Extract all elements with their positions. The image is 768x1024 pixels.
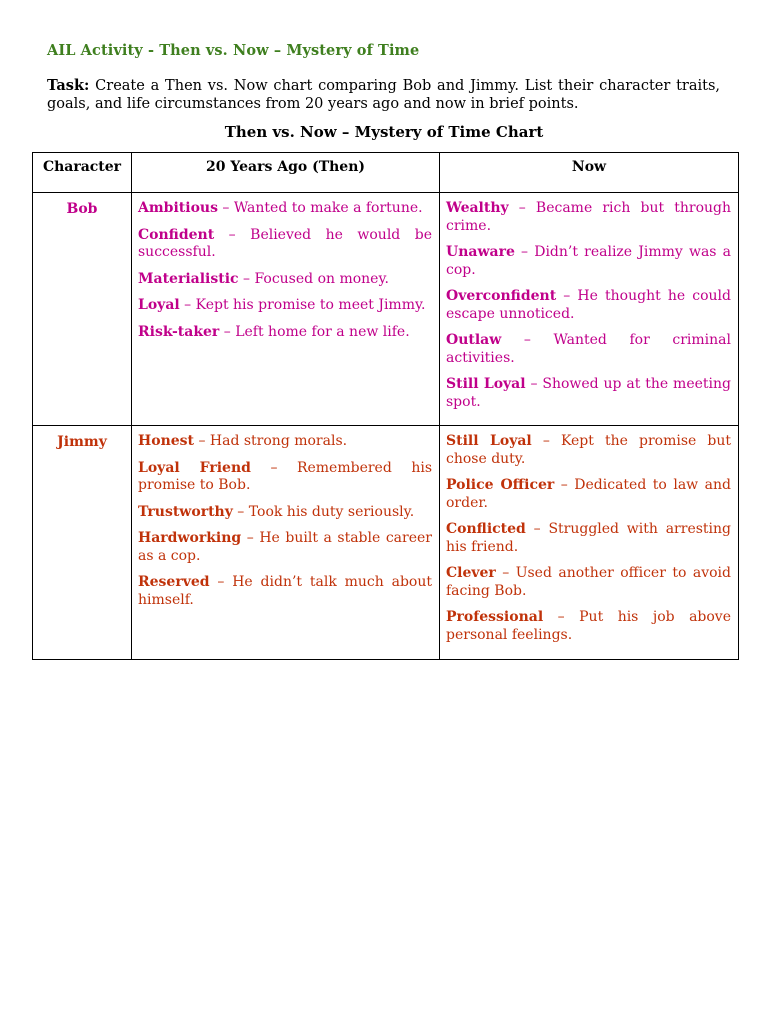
trait-desc: – Kept his promise to meet Jimmy. bbox=[179, 297, 426, 313]
trait-entry bbox=[446, 609, 731, 644]
trait-name: Confident bbox=[138, 226, 215, 243]
trait-name: Loyal Friend bbox=[138, 459, 251, 476]
trait-entry bbox=[446, 288, 731, 323]
trait-entry bbox=[138, 324, 432, 342]
character-name: Bob bbox=[33, 193, 132, 426]
character-name: Jimmy bbox=[33, 426, 132, 660]
trait-desc: – Took his duty seriously. bbox=[232, 503, 415, 520]
trait-desc: – He thought he could escape unnoticed. bbox=[446, 288, 731, 322]
trait-entry bbox=[138, 227, 432, 262]
table-header-row bbox=[33, 153, 739, 193]
trait-desc: – Remembered his promise to Bob. bbox=[138, 459, 432, 493]
trait-entry bbox=[446, 244, 731, 279]
trait-name: Police Officer bbox=[446, 477, 555, 493]
trait-name: Loyal bbox=[138, 297, 180, 313]
trait-desc: – Had strong morals. bbox=[194, 433, 348, 449]
trait-desc: – He didn’t talk much about himself. bbox=[138, 574, 432, 608]
trait-entry bbox=[138, 460, 432, 495]
trait-desc: – Became rich but through crime. bbox=[446, 200, 731, 234]
trait-name: Risk-taker bbox=[138, 323, 220, 340]
task-text: Create a Then vs. Now chart comparing Bob and Jimmy. List their character traits, goals, and life circumstances from 20 years ago and now in brief points. bbox=[47, 78, 720, 112]
trait-desc: – Wanted to make a fortune. bbox=[217, 200, 423, 216]
trait-desc: – Struggled with arresting his friend. bbox=[446, 521, 731, 555]
trait-desc: – Dedicated to law and order. bbox=[446, 477, 731, 511]
trait-desc: – Used another officer to avoid facing Bob. bbox=[446, 565, 731, 599]
now-cell bbox=[440, 193, 739, 426]
then-vs-now-table bbox=[32, 152, 739, 660]
trait-name: Ambitious bbox=[138, 200, 218, 216]
task-paragraph bbox=[47, 77, 720, 113]
trait-name: Overconfident bbox=[446, 288, 557, 304]
trait-desc: – Didn’t realize Jimmy was a cop. bbox=[446, 244, 731, 278]
trait-entry bbox=[446, 565, 731, 600]
activity-title: AIL Activity - Then vs. Now – Mystery of Time bbox=[47, 42, 420, 59]
now-cell bbox=[440, 426, 739, 660]
trait-entry bbox=[446, 200, 731, 235]
trait-name: Trustworthy bbox=[138, 503, 233, 520]
trait-name: Materialistic bbox=[138, 270, 239, 287]
trait-name: Reserved bbox=[138, 574, 210, 590]
trait-name: Conflicted bbox=[446, 521, 526, 537]
trait-desc: – He built a stable career as a cop. bbox=[138, 530, 432, 564]
trait-name: Outlaw bbox=[446, 332, 502, 348]
trait-entry bbox=[138, 297, 432, 315]
trait-entry bbox=[446, 521, 731, 556]
trait-entry bbox=[446, 376, 731, 411]
trait-entry bbox=[138, 433, 432, 451]
then-cell bbox=[132, 193, 440, 426]
trait-name: Unaware bbox=[446, 244, 515, 260]
trait-name: Still Loyal bbox=[446, 433, 532, 449]
trait-desc: – Kept the promise but chose duty. bbox=[446, 433, 732, 467]
trait-entry bbox=[138, 271, 432, 289]
table-row-bob bbox=[33, 193, 739, 426]
trait-desc: – Believed he would be successful. bbox=[138, 226, 432, 260]
header-now: Now bbox=[440, 153, 739, 193]
trait-entry bbox=[446, 433, 731, 468]
trait-desc: – Put his job above personal feelings. bbox=[446, 609, 731, 643]
trait-entry bbox=[138, 504, 432, 522]
trait-name: Professional bbox=[446, 609, 544, 625]
trait-name: Clever bbox=[446, 565, 496, 581]
trait-entry bbox=[446, 477, 731, 512]
trait-name: Honest bbox=[138, 433, 194, 449]
trait-name: Wealthy bbox=[446, 200, 509, 216]
trait-name: Hardworking bbox=[138, 530, 242, 546]
trait-desc: – Wanted for criminal activities. bbox=[446, 332, 731, 366]
trait-entry bbox=[138, 200, 432, 218]
chart-title: Then vs. Now – Mystery of Time Chart bbox=[224, 123, 544, 141]
header-character: Character bbox=[33, 153, 132, 193]
trait-desc: – Showed up at the meeting spot. bbox=[446, 376, 731, 410]
trait-desc: – Focused on money. bbox=[238, 270, 389, 287]
trait-name: Still Loyal bbox=[446, 376, 526, 392]
trait-desc: – Left home for a new life. bbox=[219, 323, 410, 340]
then-cell bbox=[132, 426, 440, 660]
header-then: 20 Years Ago (Then) bbox=[132, 153, 440, 193]
task-label: Task: bbox=[47, 77, 90, 94]
trait-entry bbox=[138, 574, 432, 609]
trait-entry bbox=[446, 332, 731, 367]
table-row-jimmy bbox=[33, 426, 739, 660]
trait-entry bbox=[138, 530, 432, 565]
